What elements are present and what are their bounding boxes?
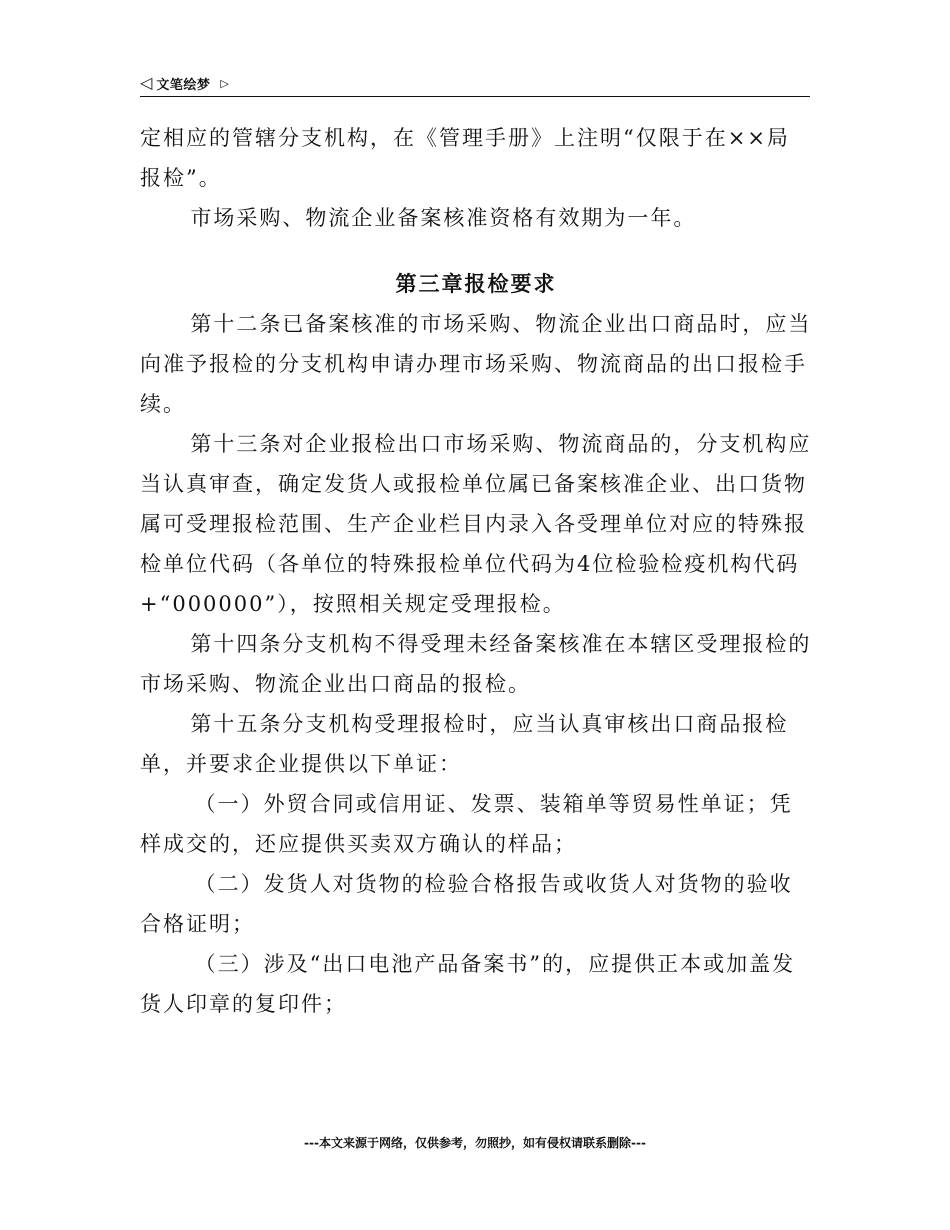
item-3: （三）涉及“出口电池产品备案书”的，应提供正本或加盖发货人印章的复印件； [140, 952, 796, 1016]
item-2: （二）发货人对货物的检验合格报告或收货人对货物的验收合格证明； [140, 872, 793, 936]
left-triangle-icon: ◁ [140, 73, 153, 92]
item-1: （一）外贸合同或信用证、发票、装箱单等贸易性单证；凭样成交的，还应提供买卖双方确认的样品； [140, 792, 793, 856]
paragraph-continuation: 定相应的管辖分支机构，在《管理手册》上注明“仅限于在××局报检”。 [140, 126, 790, 190]
right-triangle-icon: ▷ [220, 76, 229, 90]
paragraph-validity: 市场采购、物流企业备案核准资格有效期为一年。 [190, 206, 697, 230]
document-body [140, 118, 812, 1024]
page-footer: ---本文来源于网络，仅供参考，勿照抄，如有侵权请联系删除--- [304, 1136, 646, 1150]
page-header [140, 70, 810, 97]
article-15: 第十五条分支机构受理报检时，应当认真审核出口商品报检单，并要求企业提供以下单证： [140, 712, 789, 776]
article-14: 第十四条分支机构不得受理未经备案核准在本辖区受理报检的市场采购、物流企业出口商品的报检。 [140, 632, 812, 696]
article-13: 第十三条对企业报检出口市场采购、物流商品的，分支机构应当认真审查，确定发货人或报检单位属已备案核准企业、出口货物属可受理报检范围、生产企业栏目内录入各受理单位对应的特殊报检单位代码（各单位的特殊报检单位代码为4位检验检疫机构代码+“000000”），按照相关规定受理报检。 [140, 432, 812, 616]
chapter-title: 第三章报检要求 [395, 271, 557, 296]
article-12: 第十二条已备案核准的市场采购、物流企业出口商品时，应当向准予报检的分支机构申请办理市场采购、物流商品的出口报检手续。 [140, 312, 812, 416]
header-title: 文笔绘梦 [156, 77, 211, 93]
